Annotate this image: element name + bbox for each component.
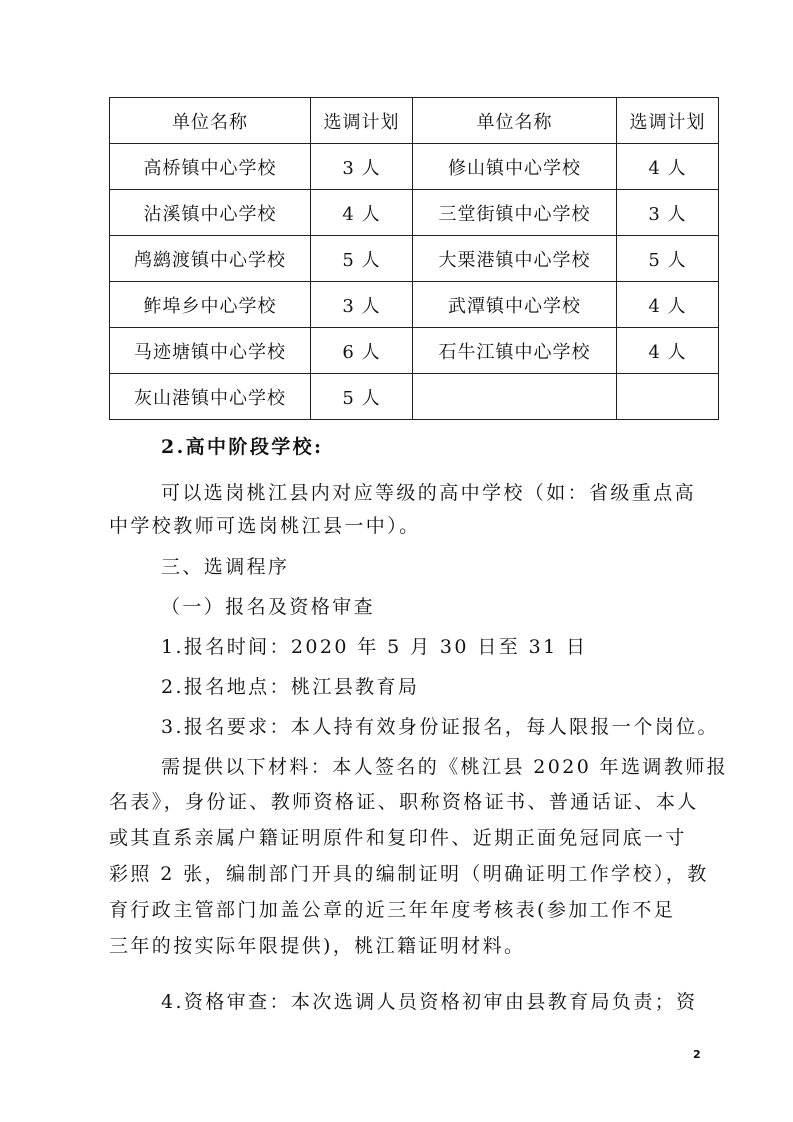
unit-name-cell: 高桥镇中心学校 <box>110 144 311 190</box>
unit-name-cell: 鸬鹚渡镇中心学校 <box>110 236 311 282</box>
paragraph-line: 名表》，身份证、教师资格证、职称资格证书、普通话证、本人 <box>109 791 699 813</box>
unit-name-cell: 修山镇中心学校 <box>413 144 617 190</box>
table-row <box>110 236 719 282</box>
unit-name-cell: 鲊埠乡中心学校 <box>110 282 311 328</box>
quota-cell: 5 人 <box>311 374 413 420</box>
table-row <box>110 190 719 236</box>
unit-name-cell: 沾溪镇中心学校 <box>110 190 311 236</box>
list-item: 2.报名地点：桃江县教育局 <box>161 676 420 698</box>
subsection-heading: （一）报名及资格审查 <box>161 596 376 618</box>
unit-name-cell: 灰山港镇中心学校 <box>110 374 311 420</box>
section-heading: 三、选调程序 <box>161 556 290 578</box>
header-unit-name: 单位名称 <box>110 98 311 144</box>
quota-cell: 3 人 <box>311 144 413 190</box>
quota-cell: 4 人 <box>311 190 413 236</box>
header-unit-name: 单位名称 <box>413 98 617 144</box>
table-row <box>110 144 719 190</box>
list-item: 4.资格审查：本次选调人员资格初审由县教育局负责；资 <box>161 991 698 1013</box>
table-row <box>110 282 719 328</box>
header-quota: 选调计划 <box>311 98 413 144</box>
unit-name-cell: 大栗港镇中心学校 <box>413 236 617 282</box>
quota-cell: 6 人 <box>311 328 413 374</box>
unit-name-cell <box>413 374 617 420</box>
table-header-row <box>110 98 719 144</box>
table-row <box>110 374 719 420</box>
quota-cell: 4 人 <box>617 328 719 374</box>
paragraph-line: 彩照 2 张，编制部门开具的编制证明（明确证明工作学校），教 <box>109 863 709 885</box>
quota-cell: 5 人 <box>617 236 719 282</box>
unit-name-cell: 马迹塘镇中心学校 <box>110 328 311 374</box>
paragraph-line: 可以选岗桃江县内对应等级的高中学校（如：省级重点高 <box>161 482 697 504</box>
quota-cell: 3 人 <box>311 282 413 328</box>
page-number: 2 <box>693 1048 701 1061</box>
quota-cell: 5 人 <box>311 236 413 282</box>
table-row <box>110 328 719 374</box>
paragraph-line: 三年的按实际年限提供)，桃江籍证明材料。 <box>109 935 526 957</box>
paragraph-line: 或其直系亲属户籍证明原件和复印件、近期正面免冠同底一寸 <box>109 827 687 849</box>
quota-cell: 4 人 <box>617 282 719 328</box>
paragraph-line: 中学校教师可选岗桃江县一中）。 <box>109 515 421 537</box>
unit-name-cell: 武潭镇中心学校 <box>413 282 617 328</box>
list-item: 3.报名要求：本人持有效身份证报名，每人限报一个岗位。 <box>161 716 719 738</box>
quota-cell: 4 人 <box>617 144 719 190</box>
unit-name-cell: 三堂街镇中心学校 <box>413 190 617 236</box>
paragraph-line: 需提供以下材料：本人签名的《桃江县 2020 年选调教师报 <box>161 756 729 778</box>
school-allocation-table <box>109 97 719 420</box>
quota-cell: 3 人 <box>617 190 719 236</box>
quota-cell <box>617 374 719 420</box>
list-item: 1.报名时间：2020 年 5 月 30 日至 31 日 <box>161 636 588 658</box>
paragraph-line: 育行政主管部门加盖公章的近三年年度考核表(参加工作不足 <box>109 899 676 921</box>
high-school-heading: 2.高中阶段学校: <box>161 436 324 458</box>
header-quota: 选调计划 <box>617 98 719 144</box>
unit-name-cell: 石牛江镇中心学校 <box>413 328 617 374</box>
